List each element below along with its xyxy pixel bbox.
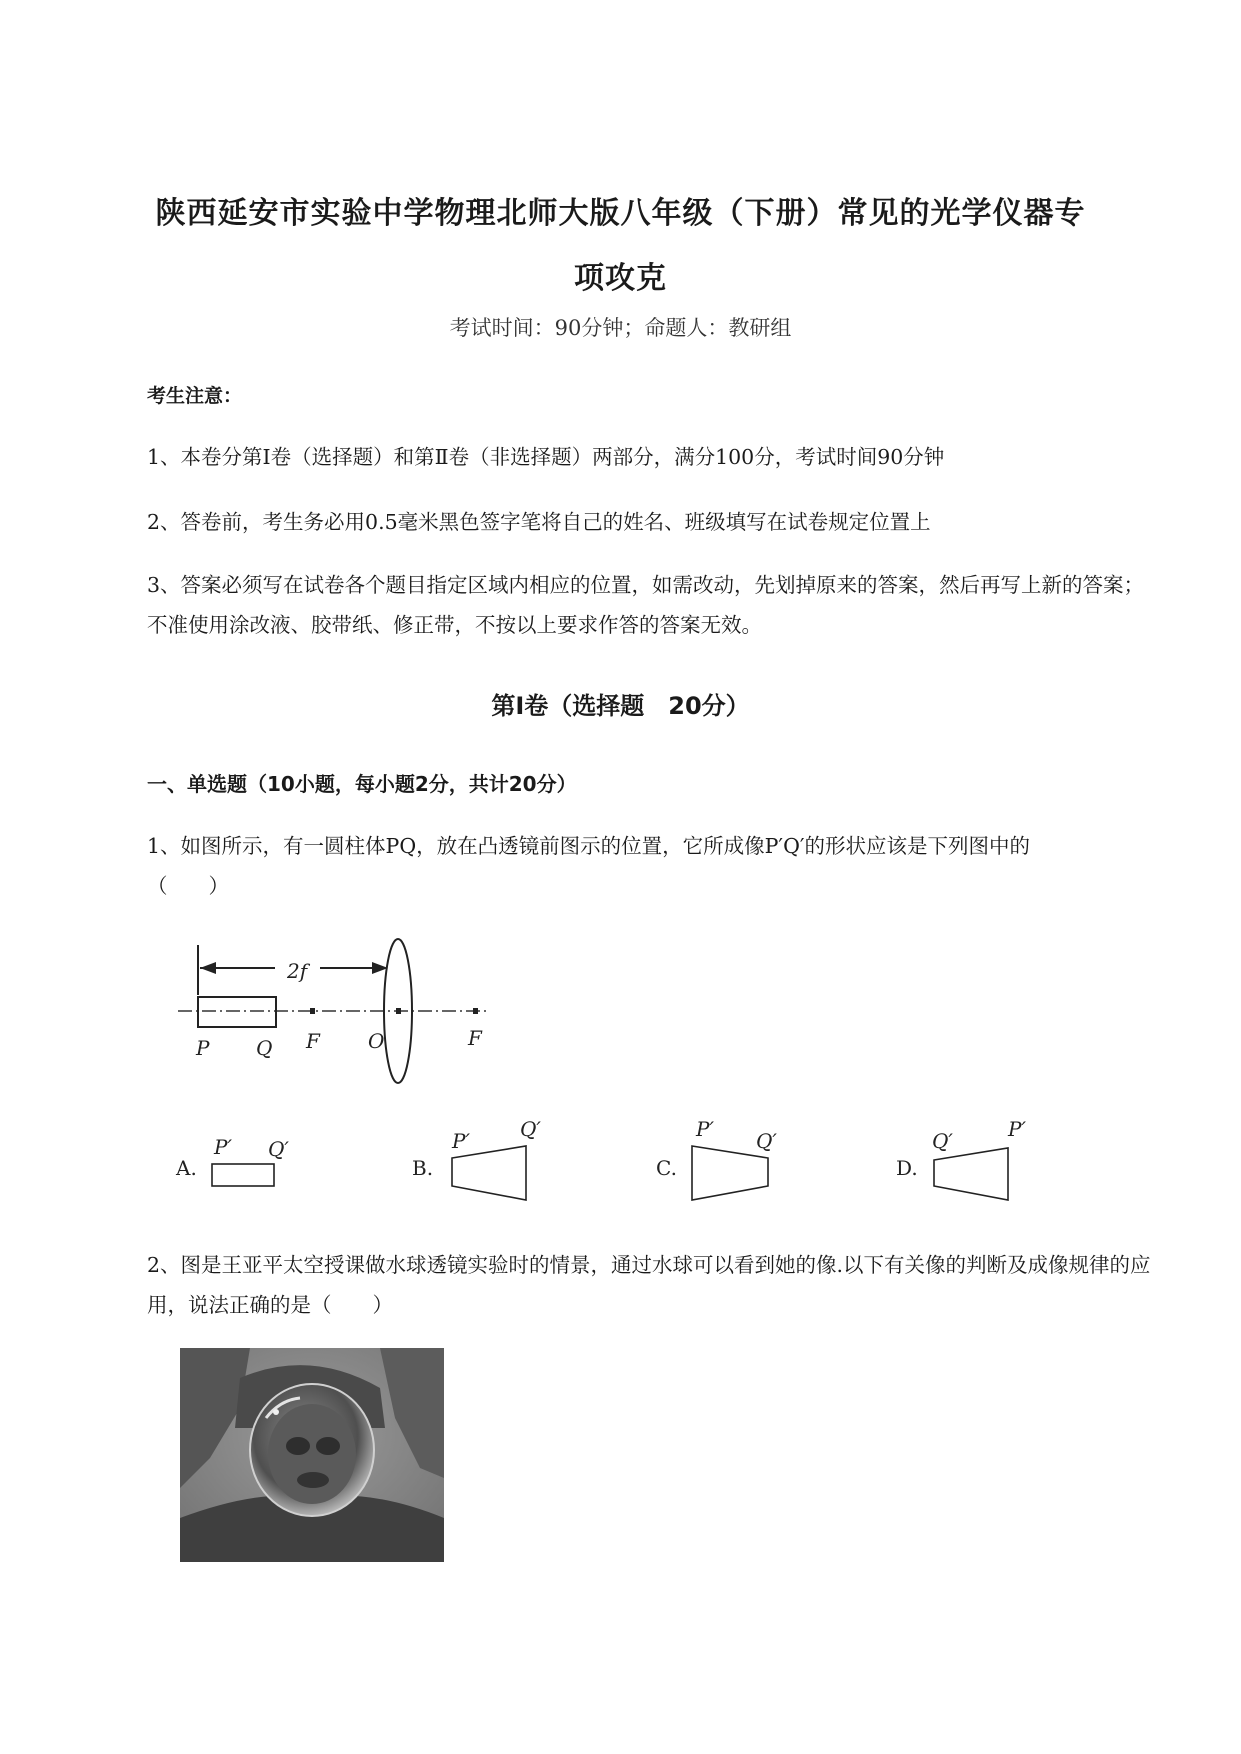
- optical-center-point: [396, 1008, 401, 1014]
- option-b-letter: B.: [412, 1156, 434, 1180]
- answer-blank: （ ）: [147, 874, 229, 898]
- section-title: 第Ⅰ卷（选择题 20分）: [491, 692, 750, 720]
- lens-diagram: [170, 935, 500, 1095]
- water-ball-photo: [180, 1348, 444, 1562]
- option-a-shape: [212, 1164, 274, 1186]
- option-a-right-label: Q′: [268, 1137, 289, 1161]
- option-a-left-label: P′: [214, 1135, 232, 1159]
- label-q: Q: [256, 1036, 273, 1060]
- option-c[interactable]: [652, 1108, 812, 1208]
- label-o: O: [368, 1029, 385, 1053]
- notice-item-1: 1、本卷分第Ⅰ卷（选择题）和第Ⅱ卷（非选择题）两部分，满分100分，考试时间90分钟: [147, 445, 945, 469]
- label-f-right: F: [468, 1026, 482, 1050]
- notice-item-2: 2、答卷前，考生务必用0.5毫米黑色签字笔将自己的姓名、班级填写在试卷规定位置上: [147, 510, 931, 534]
- option-d-letter: D.: [896, 1156, 918, 1180]
- exam-info: 考试时间：90分钟；命题人：教研组: [449, 316, 792, 340]
- notice-item-3: 3、答案必须写在试卷各个题目指定区域内相应的位置，如需改动，先划掉原来的答案，然后再写上新的答案；不准使用涂改液、胶带纸、修正带，不按以上要求作答的答案无效。: [147, 573, 1145, 637]
- notice-heading: 考生注意：: [147, 385, 243, 407]
- label-f-left: F: [306, 1029, 320, 1053]
- option-c-left-label: P′: [696, 1117, 714, 1141]
- option-b-left-label: P′: [452, 1129, 470, 1153]
- option-a-letter: A.: [176, 1156, 197, 1180]
- option-d-left-label: Q′: [932, 1129, 953, 1153]
- option-b-right-label: Q′: [520, 1117, 541, 1141]
- question-2: 2、图是王亚平太空授课做水球透镜实验时的情景，通过水球可以看到她的像.以下有关像的判断及成像规律的应用，说法正确的是（ ）: [147, 1253, 1151, 1317]
- arrowhead-left: [200, 962, 216, 974]
- option-b[interactable]: [408, 1108, 568, 1208]
- option-d[interactable]: [892, 1108, 1052, 1208]
- option-a[interactable]: [170, 1120, 320, 1200]
- section-subtitle: 一、单选题（10小题，每小题2分，共计20分）: [147, 772, 577, 796]
- option-d-shape: [934, 1148, 1008, 1200]
- two-f-label: 2f: [287, 959, 308, 983]
- page-title: 陕西延安市实验中学物理北师大版八年级（下册）常见的光学仪器专: [155, 196, 1086, 231]
- question-1-text: 1、如图所示，有一圆柱体PQ，放在凸透镜前图示的位置，它所成像P′Q′的形状应该是下列图中的: [147, 834, 1031, 858]
- question-1: [147, 826, 1157, 906]
- focus-right-point: [473, 1008, 478, 1014]
- page-title-continued: 项攻克: [574, 261, 667, 296]
- option-c-letter: C.: [656, 1156, 677, 1180]
- option-b-shape: [452, 1146, 526, 1200]
- focus-left-point: [310, 1008, 315, 1014]
- label-p: P: [196, 1036, 210, 1060]
- option-c-shape: [692, 1146, 768, 1200]
- option-d-right-label: P′: [1008, 1117, 1026, 1141]
- option-c-right-label: Q′: [756, 1129, 777, 1153]
- cylinder-pq: [198, 997, 276, 1027]
